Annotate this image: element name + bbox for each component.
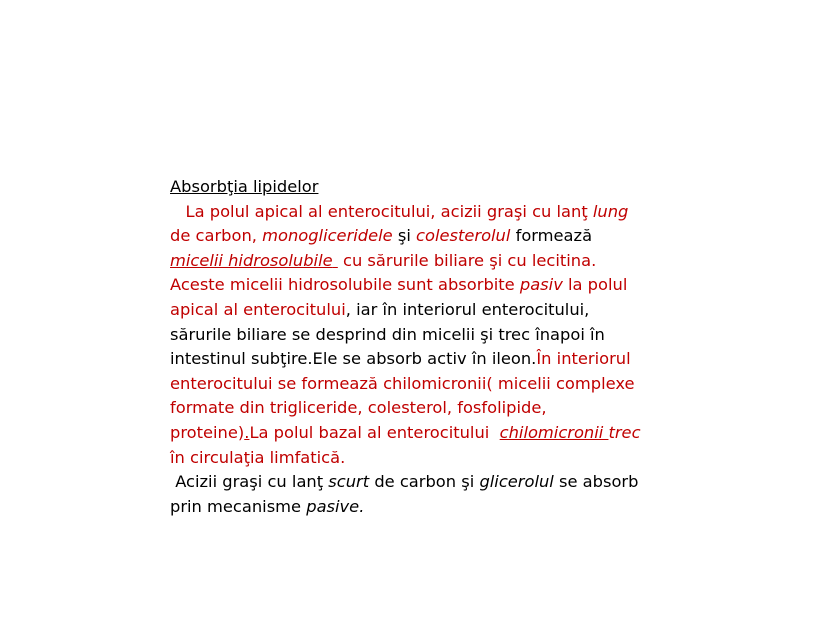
paragraph1-line8 [170,372,670,397]
p1-l2-text: de carbon, [170,226,263,246]
p1-l4-italic: pasiv [519,275,563,295]
p1-l10-underlined: chilomicronii [499,422,609,442]
p2-l1-mid: de carbon şi [369,472,480,492]
text-block [170,175,670,519]
p2-l1-italic1: scurt [328,472,370,492]
p1-l7-red: În interiorul [536,349,631,369]
p2-l2-text: prin mecanisme [170,496,307,516]
p1-l10-mid: La polul bazal al enterocitului [249,422,495,442]
p1-l7-black: intestinul subţire.Ele se absorb activ în ileon. [170,349,537,369]
paragraph1-line7 [170,347,670,372]
title-text: Absorbţia lipidelor [170,177,319,196]
p2-l2-end: . [359,496,365,516]
p2-l1-end: se absorb [553,472,639,492]
p1-l4-text: Aceste micelii hidrosolubile sunt absorbite [170,275,520,295]
p1-l10-dot: . [244,422,250,442]
p1-l2-end: formează [510,226,593,246]
p1-l1-italic: lung [592,201,629,221]
paragraph2-line1 [170,470,670,495]
paragraph1-line4 [170,273,670,298]
paragraph1-line3 [170,249,670,274]
paragraph1-line9 [170,396,670,421]
paragraph1-line10 [170,421,670,446]
p1-l5-black: , iar în interiorul enterocitului, [345,299,590,319]
p1-l2-italic1: monogliceridele [262,226,393,246]
p1-l3-underlined: micelii hidrosolubile [170,250,333,270]
p1-l11: în circulaţia limfatică. [170,447,346,467]
paragraph1-line2 [170,224,670,249]
paragraph2-line2 [170,495,670,520]
p1-l8: enterocitului se formează chilomicronii( micelii complexe [170,373,635,393]
p1-l4-end: la polul [562,275,628,295]
paragraph1-line5 [170,298,670,323]
paragraph1-line1 [170,200,670,225]
p1-l9: formate din trigliceride, colesterol, fosfolipide, [170,398,547,418]
p1-l3-end: cu sărurile biliare şi cu lecitina. [337,250,597,270]
paragraph1-line6 [170,323,670,348]
p1-l10-italic: trec [608,422,641,442]
p1-l10-text: proteine) [170,422,245,442]
p1-l1-text: La polul apical al enterocitului, acizii graşi cu lanţ [185,201,593,221]
p1-l2-italic2: colesterolul [416,226,511,246]
p2-l1-text: Acizii graşi cu lanţ [175,472,329,492]
p2-l1-italic2: glicerolul [479,472,554,492]
slide-title [170,175,670,200]
paragraph1-line11 [170,446,670,471]
p2-l2-italic: pasive [306,496,360,516]
p1-l2-mid: şi [392,226,417,246]
p1-l6: sărurile biliare se desprind din micelii şi trec înapoi în [170,324,605,344]
p1-l5-red: apical al enterocitului [170,299,346,319]
